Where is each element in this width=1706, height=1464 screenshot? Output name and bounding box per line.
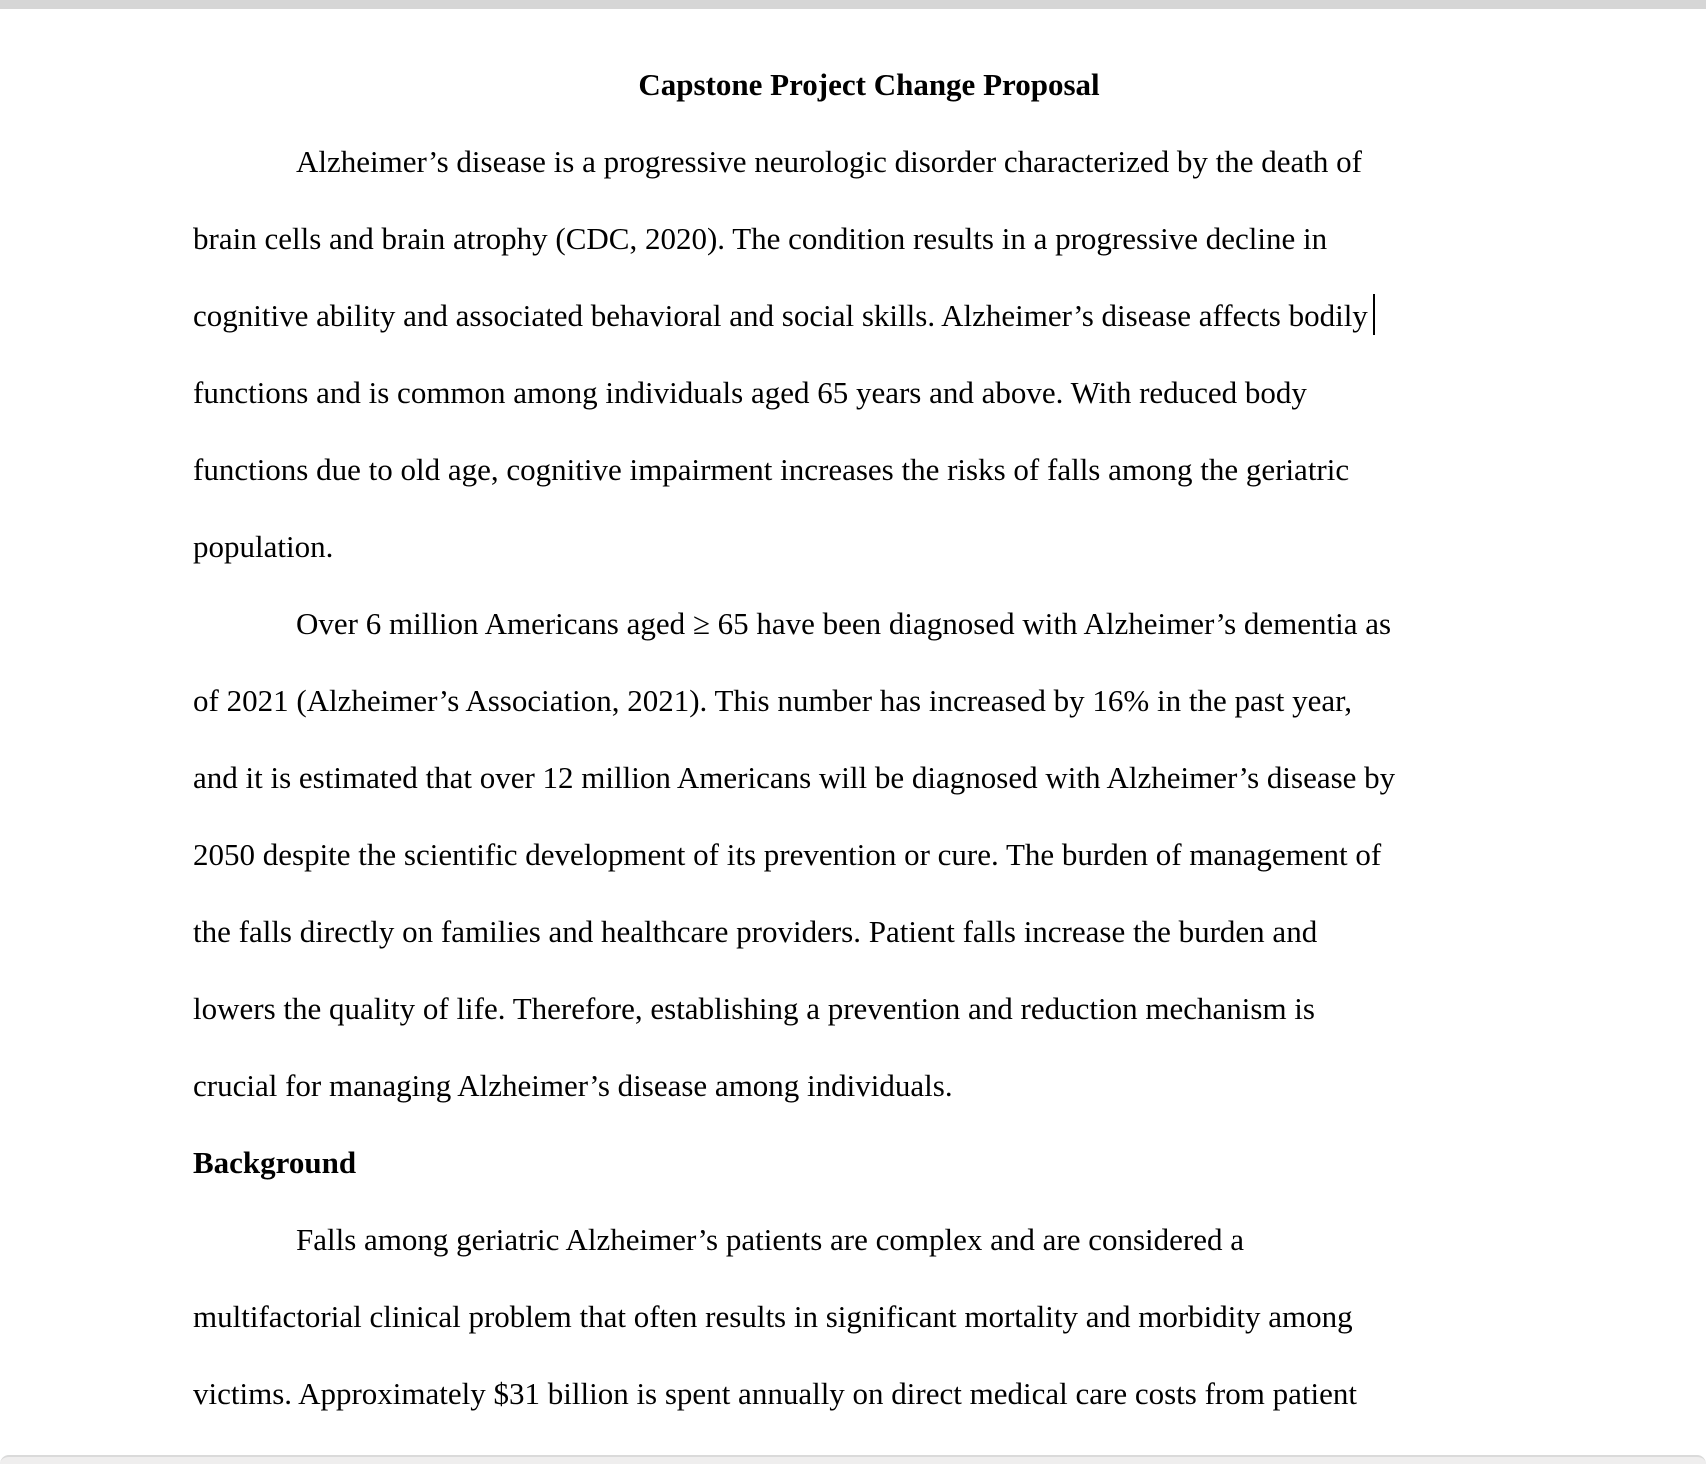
text-run: crucial for managing Alzheimer’s disease among individuals. <box>193 1068 953 1103</box>
text-line[interactable] <box>193 1201 1545 1278</box>
text-run: brain cells and brain atrophy (CDC, 2020). The condition results in a progressive decline in <box>193 221 1328 256</box>
text-run: multifactorial clinical problem that often results in significant mortality and morbidity among <box>193 1299 1353 1334</box>
text-line[interactable] <box>193 1355 1545 1432</box>
text-line[interactable] <box>193 816 1545 893</box>
text-run: functions due to old age, cognitive impairment increases the risks of falls among the geriatric <box>193 452 1350 487</box>
text-run: Background <box>193 1145 357 1180</box>
text-line[interactable] <box>193 354 1545 431</box>
document-text <box>193 46 1545 1432</box>
document-title-text: Capstone Project Change Proposal <box>638 67 1100 102</box>
document-page[interactable] <box>0 9 1706 1455</box>
text-line[interactable] <box>193 585 1545 662</box>
text-run: and it is estimated that over 12 million Americans will be diagnosed with Alzheimer’s disease by <box>193 760 1396 795</box>
document-title[interactable] <box>193 46 1545 123</box>
text-run: lowers the quality of life. Therefore, establishing a prevention and reduction mechanism is <box>193 991 1315 1026</box>
text-line[interactable] <box>193 277 1545 354</box>
text-line[interactable] <box>193 739 1545 816</box>
text-line[interactable] <box>193 431 1545 508</box>
text-line[interactable] <box>193 200 1545 277</box>
text-cursor <box>1373 294 1376 335</box>
text-run: victims. Approximately $31 billion is spent annually on direct medical care costs from patient <box>193 1376 1357 1411</box>
text-line[interactable] <box>193 1278 1545 1355</box>
text-line[interactable] <box>193 893 1545 970</box>
text-run: population. <box>193 529 334 564</box>
text-line[interactable] <box>193 970 1545 1047</box>
text-run: Falls among geriatric Alzheimer’s patients are complex and are considered a <box>296 1222 1245 1257</box>
text-run: Over 6 million Americans aged ≥ 65 have been diagnosed with Alzheimer’s dementia as <box>296 606 1392 641</box>
window-top-edge <box>0 0 1706 9</box>
document-body <box>193 123 1545 1432</box>
text-line[interactable] <box>193 662 1545 739</box>
section-heading[interactable] <box>193 1124 1545 1201</box>
text-run: Alzheimer’s disease is a progressive neurologic disorder characterized by the death of <box>296 144 1362 179</box>
text-run: 2050 despite the scientific development of its prevention or cure. The burden of management of <box>193 837 1382 872</box>
text-line[interactable] <box>193 123 1545 200</box>
text-run: cognitive ability and associated behavioral and social skills. Alzheimer’s disease affects bodily <box>193 298 1368 333</box>
window-bottom-edge <box>0 1455 1706 1464</box>
text-run: the falls directly on families and healthcare providers. Patient falls increase the burden and <box>193 914 1318 949</box>
text-line[interactable] <box>193 508 1545 585</box>
text-line[interactable] <box>193 1047 1545 1124</box>
text-run: of 2021 (Alzheimer’s Association, 2021). This number has increased by 16% in the past year, <box>193 683 1352 718</box>
text-run: functions and is common among individuals aged 65 years and above. With reduced body <box>193 375 1307 410</box>
